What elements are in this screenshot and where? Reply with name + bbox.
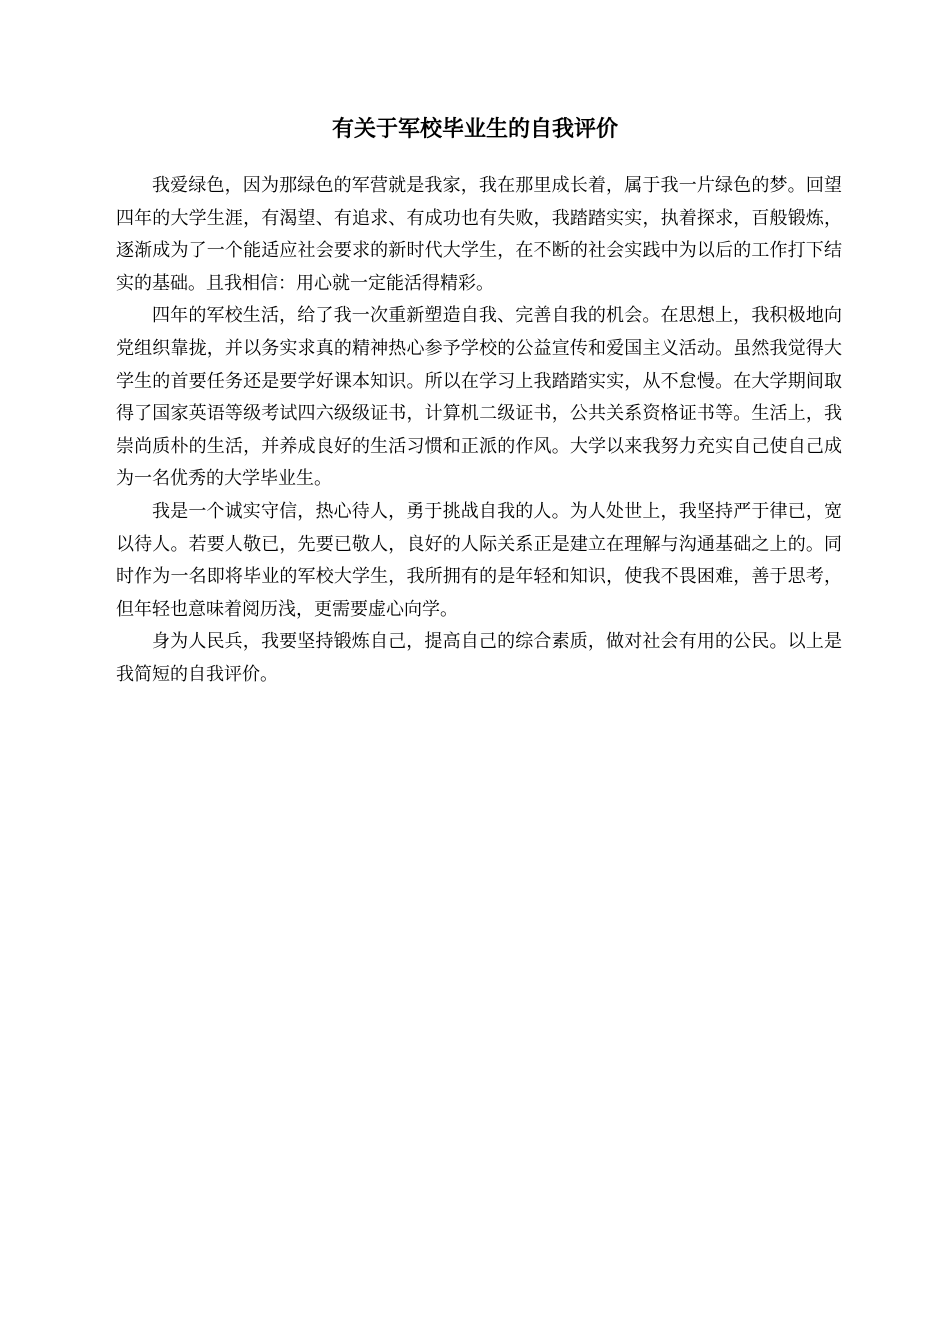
paragraph-3: 我是一个诚实守信，热心待人，勇于挑战自我的人。为人处世上，我坚持严于律已，宽以待人。若要人敬已，先要已敬人，良好的人际关系正是建立在理解与沟通基础之上的。同时作为一名即将毕业的军校大学生，我所拥有的是年轻和知识，使我不畏困难，善于思考，但年轻也意味着阅历浅，更需要虚心向学。	[116, 500, 842, 620]
paragraph-2: 四年的军校生活，给了我一次重新塑造自我、完善自我的机会。在思想上，我积极地向党组织靠拢，并以务实求真的精神热心参予学校的公益宣传和爱国主义活动。虽然我觉得大学生的首要任务还是要学好课本知识。所以在学习上我踏踏实实，从不怠慢。在大学期间取得了国家英语等级考试四六级级证书，计算机二级证书，公共关系资格证书等。生活上，我崇尚质朴的生活，并养成良好的生活习惯和正派的作风。大学以来我努力充实自己使自己成为一名优秀的大学毕业生。	[116, 305, 842, 490]
paragraph-4: 身为人民兵，我要坚持锻炼自己，提高自己的综合素质，做对社会有用的公民。以上是我简短的自我评价。	[116, 631, 842, 685]
paragraph-1: 我爱绿色，因为那绿色的军营就是我家，我在那里成长着，属于我一片绿色的梦。回望四年的大学生涯，有渴望、有追求、有成功也有失败，我踏踏实实，执着探求，百般锻炼，逐渐成为了一个能适应社会要求的新时代大学生，在不断的社会实践中为以后的工作打下结实的基础。且我相信：用心就一定能活得精彩。	[116, 175, 842, 294]
document-title: 有关于军校毕业生的自我评价	[331, 117, 618, 142]
document-body	[116, 170, 842, 692]
